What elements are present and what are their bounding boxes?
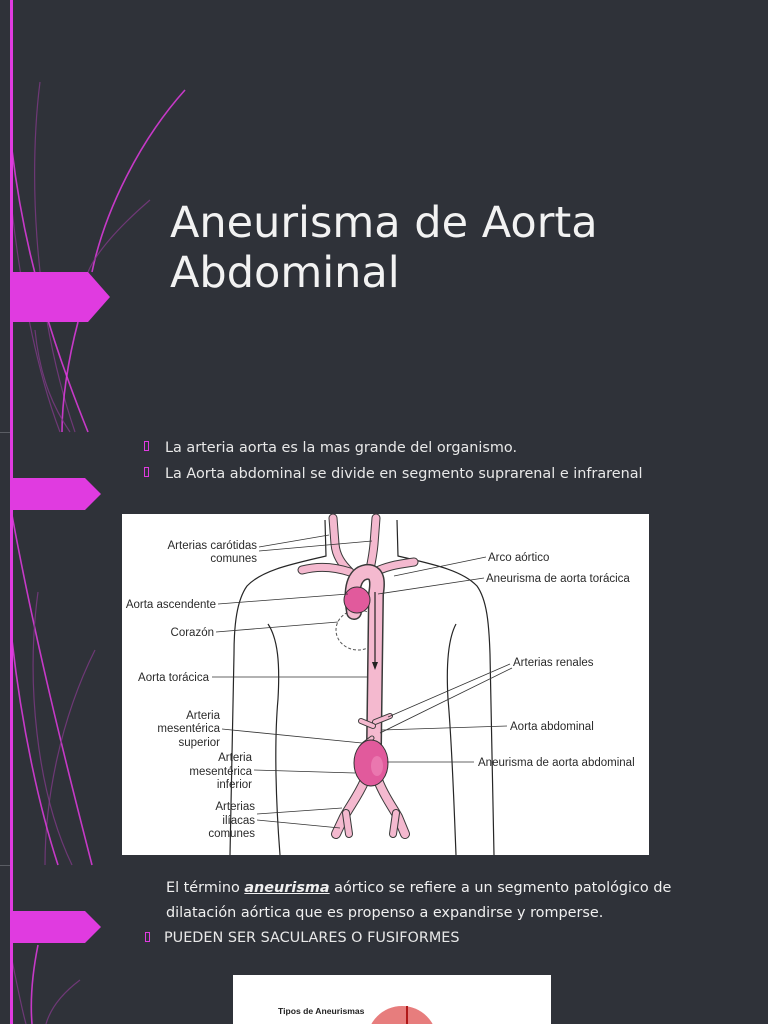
label-thoracic-aorta: Aorta torácica: [138, 672, 209, 684]
bullet-icon: [144, 441, 149, 451]
label-carotid: Arterias carótidas: [167, 540, 257, 552]
leader-line: [257, 808, 342, 814]
bullet-icon: [145, 932, 150, 942]
leader-line: [218, 594, 348, 604]
bullet-icon: [144, 467, 149, 477]
bullet-item: [144, 461, 643, 487]
body-outline: [268, 624, 280, 855]
leader-line: [254, 770, 355, 773]
leader-line: [259, 535, 329, 547]
paragraph-emphasis: aneurisma: [244, 880, 330, 896]
slide-aorta-overview: [0, 433, 768, 866]
label-ima: Arteria: [218, 752, 252, 764]
bullet-item: [145, 926, 460, 951]
label-ima: mesentérica: [189, 766, 252, 778]
label-sma: mesentérica: [157, 723, 220, 735]
thoracic-aneurysm: [344, 587, 370, 613]
abdominal-aneurysm-highlight: [371, 756, 383, 776]
slide-title-heading: [170, 198, 598, 298]
label-ascending-aorta: Aorta ascendente: [125, 599, 216, 611]
body-outline: [397, 520, 494, 855]
leader-line: [382, 726, 507, 730]
abdominal-aneurysm: [354, 740, 388, 786]
label-abdominal-aorta: Aorta abdominal: [510, 721, 594, 733]
artery-iliac: [393, 813, 396, 834]
bullet-item: [144, 435, 643, 461]
label-iliac: comunes: [208, 828, 255, 840]
label-thoracic-aneurysm: Aneurisma de aorta torácica: [486, 573, 630, 585]
leader-line: [378, 578, 484, 594]
leader-line: [257, 820, 340, 828]
label-iliac: ilíacas: [222, 815, 255, 827]
artery-iliac: [346, 813, 349, 834]
bullet-text: PUEDEN SER SACULARES O FUSIFORMES: [164, 930, 460, 946]
bullet-list: [145, 926, 460, 951]
leader-line: [222, 729, 362, 743]
bullet-text: La Aorta abdominal se divide en segmento suprarenal e infrarenal: [165, 466, 643, 482]
label-carotid: comunes: [210, 553, 257, 565]
aneurysm-types-diagram: [233, 975, 551, 1024]
label-sma: Arteria: [186, 710, 220, 722]
definition-paragraph: [166, 876, 706, 926]
aneurysm-types-figure: [233, 975, 551, 1024]
slide-title: [0, 0, 768, 433]
leader-line: [380, 668, 512, 733]
aorta-anatomy-diagram: [122, 514, 649, 855]
label-iliac: Arterias: [215, 801, 255, 813]
title-line: Aneurisma de Aorta: [170, 198, 598, 248]
paragraph-rest: aórtico se refiere a un segmento patológico de dilatación aórtica que es propenso a expandirse y romperse.: [166, 880, 672, 921]
aneurysm-illustration: [367, 1006, 437, 1024]
bullet-list: [144, 435, 643, 487]
label-abdominal-aneurysm: Aneurisma de aorta abdominal: [478, 757, 635, 769]
bullet-text: La arteria aorta es la mas grande del organismo.: [165, 440, 518, 456]
paragraph-lead: El término: [166, 880, 245, 896]
label-heart: Corazón: [170, 627, 214, 639]
title-line: Abdominal: [170, 248, 400, 298]
body-outline: [447, 624, 456, 855]
slide-definition: [0, 866, 768, 1024]
label-sma: superior: [178, 737, 220, 749]
figure-title: Tipos de Aneurismas: [278, 1006, 365, 1016]
leader-line: [259, 541, 372, 551]
label-arch: Arco aórtico: [488, 552, 550, 564]
leader-line: [216, 622, 338, 632]
label-ima: inferior: [216, 779, 252, 791]
label-renal: Arterias renales: [513, 657, 594, 669]
aorta-anatomy-figure: [122, 514, 649, 855]
